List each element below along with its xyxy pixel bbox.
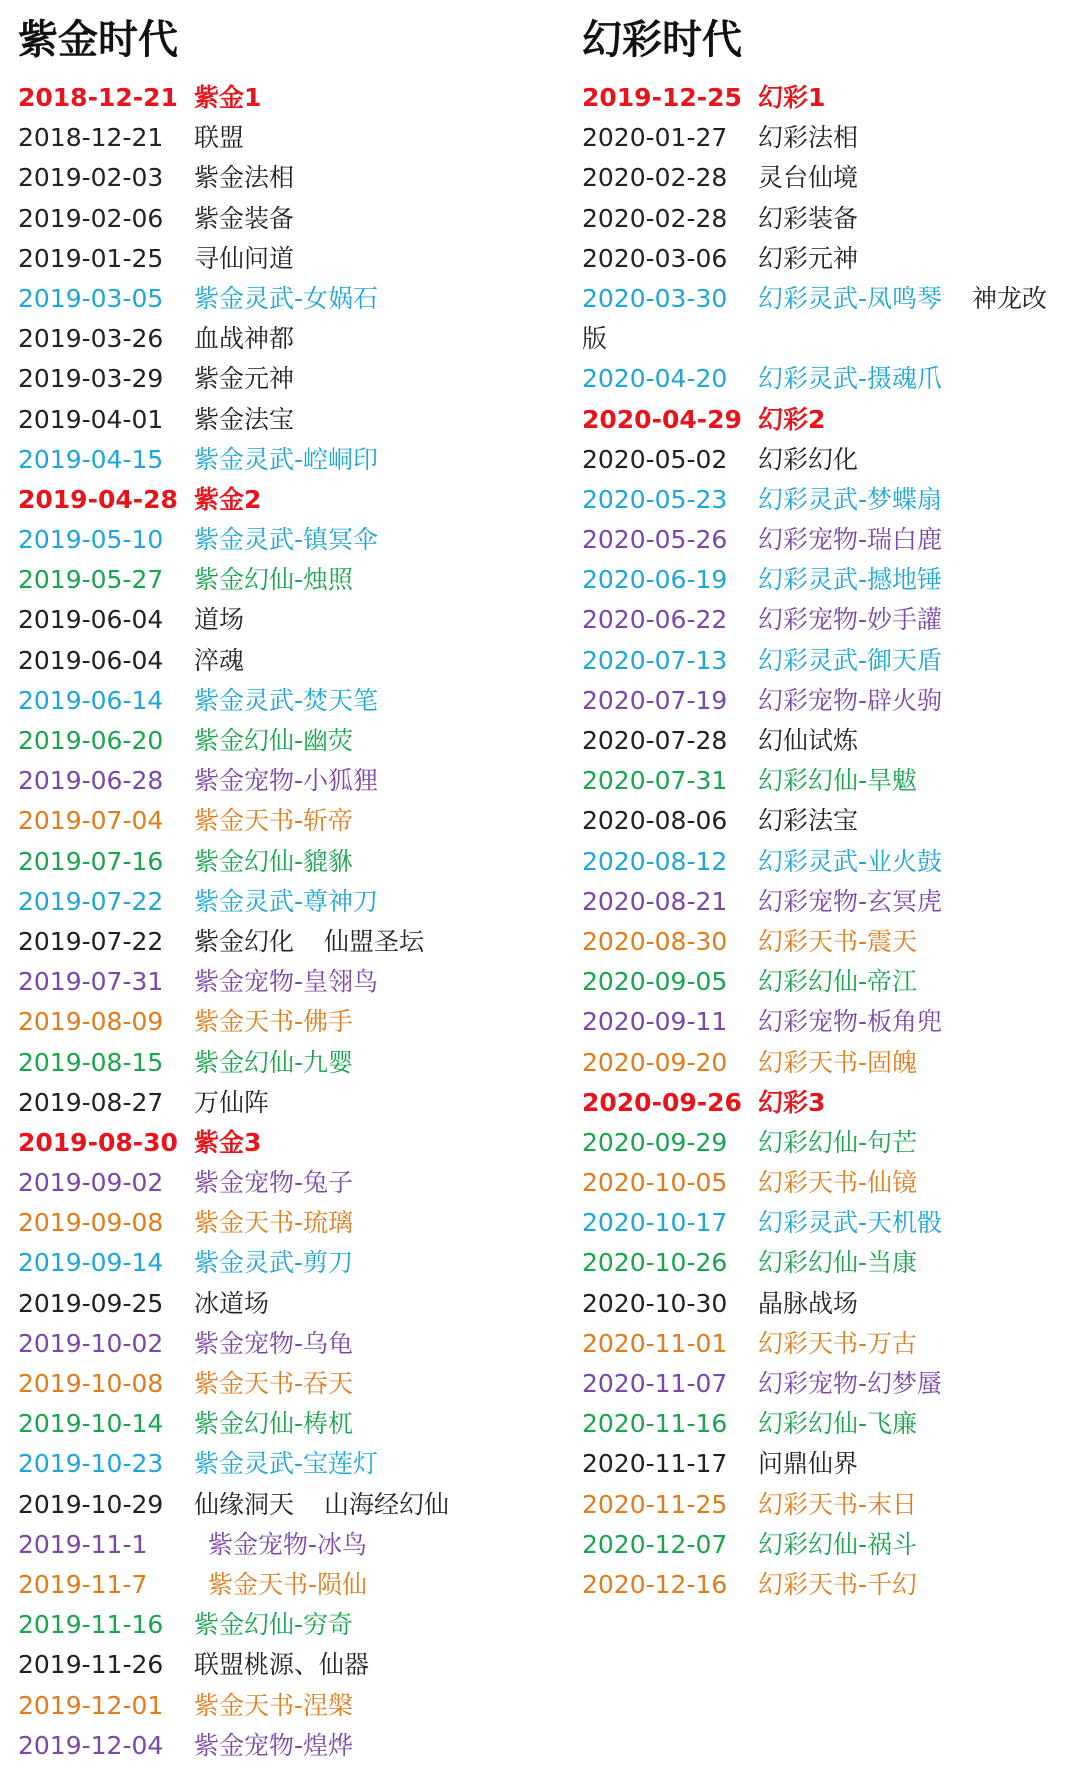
entry-name: 紫金天书-佛手 [194, 1007, 354, 1037]
entry-name: 紫金宠物-小狐狸 [194, 766, 379, 796]
entry-date: 2019-05-27 [18, 565, 164, 595]
entry-name: 紫金宠物-皇翎鸟 [194, 967, 379, 997]
entry-name: 冰道场 [194, 1288, 270, 1318]
entry-name: 幻彩宠物-妙手讙 [758, 605, 943, 635]
entry-name: 幻彩天书-固魄 [758, 1047, 918, 1077]
timeline-entry [18, 158, 558, 198]
entry-date: 2020-08-06 [582, 806, 728, 836]
entry-date: 2019-09-14 [18, 1248, 164, 1278]
entry-name: 幻彩幻仙-句芒 [758, 1127, 918, 1157]
entry-date: 2019-10-02 [18, 1328, 164, 1358]
timeline-entry [18, 721, 558, 761]
entry-name: 紫金3 [194, 1127, 262, 1157]
entry-date: 2019-03-26 [18, 324, 164, 354]
timeline-entry [582, 1485, 1080, 1525]
entry-name: 紫金灵武-尊神刀 [194, 886, 379, 916]
timeline-entry [582, 1324, 1080, 1364]
entry-name: 紫金幻仙-貔貅 [194, 846, 354, 876]
entry-date: 2019-11-7 [18, 1569, 148, 1599]
entry-name: 紫金灵武-崆峒印 [194, 444, 379, 474]
entry-name: 幻彩幻仙-旱魃 [758, 766, 918, 796]
timeline-entry [18, 1605, 558, 1645]
entry-name: 幻彩天书-仙镜 [758, 1168, 918, 1198]
entry-name: 晶脉战场 [758, 1288, 859, 1318]
entry-date: 2020-05-23 [582, 484, 728, 514]
entry-date: 2019-04-01 [18, 404, 164, 434]
entry-date: 2020-11-17 [582, 1449, 728, 1479]
entry-name: 联盟 [194, 123, 245, 153]
entry-date: 2020-09-05 [582, 967, 728, 997]
entry-date: 2020-07-13 [582, 645, 728, 675]
timeline-entry [18, 1324, 558, 1364]
entry-date: 2019-06-20 [18, 726, 164, 755]
timeline-entry [18, 1645, 558, 1685]
entry-date: 2019-03-05 [18, 283, 164, 313]
entry-name: 紫金天书-涅槃 [194, 1690, 354, 1720]
timeline-entry [582, 882, 1080, 922]
entry-name: 紫金灵武-镇冥伞 [194, 525, 379, 555]
entry-date: 2019-01-25 [18, 243, 164, 273]
entry-date: 2020-06-22 [582, 605, 728, 635]
entry-date: 2019-09-08 [18, 1208, 164, 1238]
entry-name: 幻彩灵武-摄魂爪 [758, 364, 943, 394]
entry-date: 2020-10-30 [582, 1288, 728, 1318]
entry-date: 2019-07-16 [18, 846, 164, 876]
entry-name: 紫金幻仙-梼杌 [194, 1409, 354, 1439]
entry-name: 幻彩宠物-板角兜 [758, 1007, 943, 1037]
timeline-entry [582, 1565, 1080, 1605]
entry-name: 幻彩法相 [758, 123, 859, 153]
entry-extra: 神龙改 [972, 283, 1048, 313]
entry-date: 2019-09-25 [18, 1288, 164, 1318]
entry-name: 幻彩幻化 [758, 444, 859, 474]
timeline-entry [18, 1444, 558, 1484]
timeline-entry [582, 600, 1080, 640]
entry-date: 2020-08-12 [582, 846, 728, 876]
timeline-entry [582, 359, 1080, 399]
entry-date: 2019-08-09 [18, 1007, 164, 1037]
timeline-entry [582, 239, 1080, 279]
timeline-entry [18, 801, 558, 841]
entry-date: 2020-11-07 [582, 1369, 728, 1398]
entry-name: 幻彩灵武-梦蝶扇 [758, 484, 943, 514]
entry-name: 紫金幻仙-九婴 [194, 1047, 354, 1077]
entry-date: 2020-08-30 [582, 926, 728, 956]
entry-date: 2019-11-26 [18, 1650, 164, 1680]
timeline-entry [18, 761, 558, 801]
timeline-entry [582, 681, 1080, 721]
timeline-entry [18, 1123, 558, 1163]
timeline-entry [18, 359, 558, 399]
timeline-entry [18, 560, 558, 600]
entry-name: 紫金1 [194, 83, 262, 112]
entry-name: 紫金装备 [194, 203, 295, 233]
entry-date: 2019-08-15 [18, 1047, 164, 1077]
timeline-entry [582, 1364, 1080, 1404]
entry-name: 幻彩天书-千幻 [758, 1569, 918, 1599]
timeline-entry [18, 400, 558, 440]
entry-date: 2020-10-26 [582, 1248, 728, 1278]
entry-date: 2019-02-06 [18, 203, 164, 233]
entry-date: 2018-12-21 [18, 83, 178, 112]
entry-date: 2019-03-29 [18, 364, 164, 394]
entry-date: 2020-04-29 [582, 404, 742, 434]
zijin-era-list [18, 78, 558, 1766]
entry-extra: 仙盟圣坛 [324, 926, 425, 956]
timeline-entry [18, 78, 558, 118]
timeline-entry [18, 681, 558, 721]
entry-date: 2019-07-22 [18, 886, 164, 916]
entry-date: 2019-07-31 [18, 967, 164, 997]
huancai-era-list [582, 78, 1080, 1605]
entry-date: 2019-08-27 [18, 1087, 164, 1117]
entry-name: 联盟桃源、仙器 [194, 1650, 370, 1680]
entry-date: 2020-11-01 [582, 1328, 728, 1358]
timeline-entry [582, 1002, 1080, 1042]
timeline-entry [18, 1565, 558, 1605]
entry-name: 幻彩灵武-天机骰 [758, 1208, 943, 1238]
timeline-entry [18, 1002, 558, 1042]
timeline-entry [582, 1243, 1080, 1283]
entry-name: 幻彩宠物-玄冥虎 [758, 886, 943, 916]
timeline-entry [582, 78, 1080, 118]
timeline-entry [582, 801, 1080, 841]
timeline-entry [582, 842, 1080, 882]
timeline-entry [582, 279, 1080, 319]
entry-name: 紫金宠物-冰鸟 [208, 1529, 368, 1559]
entry-date: 2019-10-29 [18, 1489, 164, 1519]
entry-name: 紫金宠物-煌烨 [194, 1730, 354, 1760]
entry-name: 灵台仙境 [758, 163, 859, 193]
entry-date: 2019-05-10 [18, 525, 164, 555]
entry-name: 幻仙试炼 [758, 726, 859, 755]
timeline-entry [18, 1686, 558, 1726]
entry-date: 2020-09-26 [582, 1087, 742, 1117]
timeline-entry [582, 1284, 1080, 1324]
entry-name: 紫金2 [194, 484, 262, 514]
entry-date: 2019-06-04 [18, 605, 164, 635]
entry-date: 2020-06-19 [582, 565, 728, 595]
entry-name: 紫金灵武-剪刀 [194, 1248, 354, 1278]
timeline-entry [18, 1083, 558, 1123]
timeline-entry [582, 118, 1080, 158]
entry-name: 紫金天书-琉璃 [194, 1208, 354, 1238]
timeline-entry [18, 199, 558, 239]
timeline-entry [18, 600, 558, 640]
entry-date: 2020-07-31 [582, 766, 728, 796]
entry-name: 幻彩幻仙-帝江 [758, 967, 918, 997]
timeline-entry [18, 279, 558, 319]
entry-name: 幻彩幻仙-飞廉 [758, 1409, 918, 1439]
entry-date: 2020-12-07 [582, 1529, 728, 1559]
entry-date: 2019-06-14 [18, 685, 164, 715]
entry-date: 2019-11-16 [18, 1610, 164, 1640]
entry-date: 2020-10-05 [582, 1168, 728, 1198]
timeline-entry [18, 319, 558, 359]
entry-name: 幻彩宠物-辟火驹 [758, 685, 943, 715]
timeline-entry [582, 721, 1080, 761]
timeline-entry [18, 480, 558, 520]
entry-name: 幻彩天书-震天 [758, 926, 918, 956]
zijin-era-title: 紫金时代 [18, 17, 178, 63]
entry-extra: 山海经幻仙 [324, 1489, 450, 1519]
entry-name: 仙缘洞天 [194, 1489, 295, 1519]
entry-date: 2019-09-02 [18, 1168, 164, 1198]
timeline-entry [582, 480, 1080, 520]
timeline-entry [18, 1726, 558, 1766]
entry-date: 2019-10-14 [18, 1409, 164, 1439]
entry-date: 2019-02-03 [18, 163, 164, 193]
timeline-entry [18, 1525, 558, 1565]
timeline-entry [18, 922, 558, 962]
entry-date: 2019-12-25 [582, 83, 742, 112]
entry-name: 幻彩元神 [758, 243, 859, 273]
entry-name: 紫金幻仙-幽荧 [194, 726, 354, 755]
timeline-entry [18, 520, 558, 560]
timeline-entry [582, 962, 1080, 1002]
timeline-entry [18, 1284, 558, 1324]
entry-name: 紫金法相 [194, 163, 295, 193]
entry-name: 幻彩天书-万古 [758, 1328, 918, 1358]
entry-date: 2020-03-30 [582, 283, 728, 313]
entry-date: 2019-07-04 [18, 806, 164, 836]
timeline-entry [582, 199, 1080, 239]
timeline-entry [582, 158, 1080, 198]
timeline-entry [582, 560, 1080, 600]
timeline-entry [582, 1043, 1080, 1083]
entry-name: 紫金幻仙-烛照 [194, 565, 354, 595]
entry-name: 紫金天书-吞天 [194, 1369, 354, 1398]
entry-date: 2020-05-02 [582, 444, 728, 474]
entry-date: 2020-05-26 [582, 525, 728, 555]
entry-name: 幻彩幻仙-祸斗 [758, 1529, 918, 1559]
timeline-entry [18, 440, 558, 480]
entry-name: 紫金灵武-宝莲灯 [194, 1449, 379, 1479]
entry-name: 紫金灵武-女娲石 [194, 283, 379, 313]
timeline-entry [18, 1203, 558, 1243]
entry-date: 2020-11-16 [582, 1409, 728, 1439]
entry-name: 幻彩3 [758, 1087, 826, 1117]
timeline-entry [582, 400, 1080, 440]
entry-date: 2020-02-28 [582, 203, 728, 233]
entry-name: 紫金宠物-兔子 [194, 1168, 354, 1198]
timeline-entry [582, 922, 1080, 962]
entry-date: 2019-11-1 [18, 1529, 148, 1559]
entry-date: 2019-08-30 [18, 1127, 178, 1157]
entry-name: 幻彩宠物-幻梦蜃 [758, 1369, 943, 1398]
timeline-entry [582, 1444, 1080, 1484]
entry-name: 万仙阵 [194, 1087, 270, 1117]
timeline-entry [18, 1243, 558, 1283]
timeline-entry [18, 1404, 558, 1444]
entry-date: 2019-06-04 [18, 645, 164, 675]
entry-date: 2020-02-28 [582, 163, 728, 193]
timeline-entry [18, 1364, 558, 1404]
timeline-entry [18, 962, 558, 1002]
entry-date: 2020-09-20 [582, 1047, 728, 1077]
entry-name: 血战神都 [194, 324, 295, 354]
timeline-entry [582, 641, 1080, 681]
entry-name: 寻仙问道 [194, 243, 295, 273]
entry-name: 幻彩装备 [758, 203, 859, 233]
entry-name: 紫金宠物-乌龟 [194, 1328, 354, 1358]
entry-name: 紫金幻化 [194, 926, 295, 956]
entry-date: 2020-10-17 [582, 1208, 728, 1238]
entry-date: 2020-07-28 [582, 726, 728, 755]
timeline-entry [18, 118, 558, 158]
timeline-entry [18, 1485, 558, 1525]
entry-name: 幻彩法宝 [758, 806, 859, 836]
entry-name: 幻彩灵武-御天盾 [758, 645, 943, 675]
timeline-entry [18, 1043, 558, 1083]
entry-date: 2019-04-28 [18, 484, 178, 514]
huancai-era-title: 幻彩时代 [582, 17, 742, 63]
timeline-entry [18, 842, 558, 882]
timeline-entry [582, 761, 1080, 801]
entry-date: 2019-10-08 [18, 1369, 164, 1398]
entry-name: 问鼎仙界 [758, 1449, 859, 1479]
entry-name: 紫金灵武-焚天笔 [194, 685, 379, 715]
entry-date: 2019-04-15 [18, 444, 164, 474]
entry-name: 幻彩幻仙-当康 [758, 1248, 918, 1278]
timeline-entry [582, 1203, 1080, 1243]
entry-name: 紫金法宝 [194, 404, 295, 434]
entry-name: 幻彩灵武-业火鼓 [758, 846, 943, 876]
entry-name: 淬魂 [194, 645, 245, 675]
entry-date: 2020-07-19 [582, 685, 728, 715]
entry-name: 幻彩天书-末日 [758, 1489, 918, 1519]
timeline-entry [18, 882, 558, 922]
timeline-entry [18, 641, 558, 681]
entry-name: 紫金幻仙-穷奇 [194, 1610, 354, 1640]
entry-name: 幻彩灵武-凤鸣琴 [758, 283, 943, 313]
entry-date: 2019-07-22 [18, 926, 164, 956]
entry-name: 幻彩1 [758, 83, 826, 112]
timeline-entry [582, 1083, 1080, 1123]
entry-date: 2019-12-01 [18, 1690, 164, 1720]
entry-date: 2019-12-04 [18, 1730, 164, 1760]
entry-continuation: 版 [582, 324, 608, 354]
entry-date: 2020-09-11 [582, 1007, 728, 1037]
entry-name: 幻彩2 [758, 404, 826, 434]
timeline-entry [582, 440, 1080, 480]
entry-date: 2020-11-25 [582, 1489, 728, 1519]
timeline-entry [582, 1163, 1080, 1203]
entry-name: 道场 [194, 605, 245, 635]
entry-name: 幻彩宠物-瑞白鹿 [758, 525, 943, 555]
entry-date: 2020-01-27 [582, 123, 728, 153]
timeline-entry [582, 1123, 1080, 1163]
entry-date: 2020-12-16 [582, 1569, 728, 1599]
entry-date: 2020-03-06 [582, 243, 728, 273]
entry-name: 紫金天书-斩帝 [194, 806, 354, 836]
entry-name: 紫金天书-陨仙 [208, 1569, 368, 1599]
entry-date: 2019-10-23 [18, 1449, 164, 1479]
entry-date: 2018-12-21 [18, 123, 164, 153]
timeline-entry [582, 1525, 1080, 1565]
timeline-entry [18, 239, 558, 279]
timeline-entry [582, 520, 1080, 560]
timeline-entry [18, 1163, 558, 1203]
entry-date: 2019-06-28 [18, 766, 164, 796]
timeline-entry [582, 1404, 1080, 1444]
entry-name: 紫金元神 [194, 364, 295, 394]
entry-date: 2020-09-29 [582, 1127, 728, 1157]
entry-name: 幻彩灵武-撼地锤 [758, 565, 943, 595]
entry-date: 2020-04-20 [582, 364, 728, 394]
entry-date: 2020-08-21 [582, 886, 728, 916]
